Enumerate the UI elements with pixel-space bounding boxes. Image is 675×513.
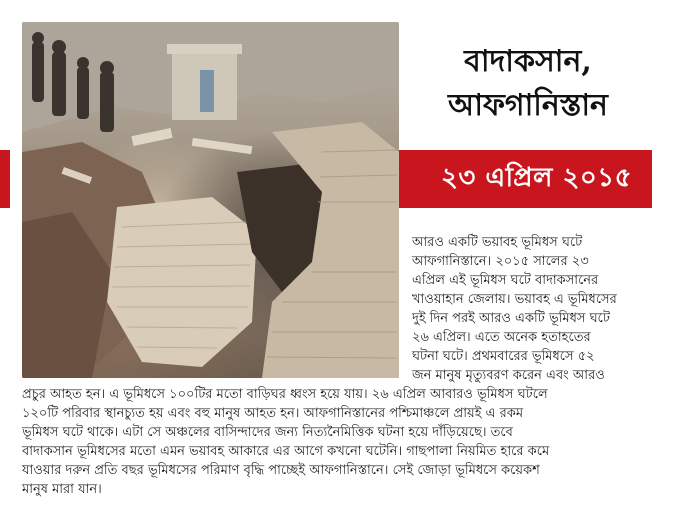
paragraph-line: দুই দিন পরই আরও একটি ভূমিধস ঘটে xyxy=(412,311,610,326)
left-accent-bar xyxy=(0,150,10,208)
headline xyxy=(412,40,644,128)
paragraph-line: প্রচুর আহত হন। এ ভূমিধসে ১০০টির মতো বাড়িঘর ধ্বংস হয়ে যায়। ২৬ এপ্রিল আবারও ভূমিধস ঘটলে xyxy=(22,387,548,402)
paragraph-line: এপ্রিল এই ভূমিধস ঘটে বাদাকসানের xyxy=(412,273,599,288)
article-side-column xyxy=(412,233,652,385)
paragraph-line: ২৬ এপ্রিল। এতে অনেক হতাহতের xyxy=(412,330,591,345)
headline-line-1: বাদাকসান, xyxy=(464,44,592,79)
paragraph-line: ভূমিধস ঘটে থাকে। এটা সে অঞ্চলের বাসিন্দাদের জন্য নিত্যনৈমিত্তিক ঘটনা হয়ে দাঁড়িয়েছে। তবে xyxy=(22,425,513,440)
paragraph-line: জন মানুষ মৃত্যুবরণ করেন এবং আরও xyxy=(412,368,605,383)
paragraph-line: আরও একটি ভয়াবহ ভূমিধস ঘটে xyxy=(412,235,583,250)
article-wide-column xyxy=(22,385,652,499)
paragraph-line: আফগানিস্তানে। ২০১৫ সালের ২৩ xyxy=(412,254,589,269)
date-banner xyxy=(399,150,652,208)
paragraph-line: ঘটনা ঘটে। প্রথমবারের ভূমিধসে ৫২ xyxy=(412,349,595,364)
paragraph-line: ১২০টি পরিবার স্থানচ্যুত হয় এবং বহু মানুষ আহত হন। আফগানিস্তানের পশ্চিমাঞ্চলে প্রায়ই এ রকম xyxy=(22,406,524,421)
date-text: ২৩ এপ্রিল ২০১৫ xyxy=(441,163,632,193)
paragraph-line: বাদাকসান ভূমিধসের মতো এমন ভয়াবহ আকারে এর আগে কখনো ঘটেনি। গাছপালা নিয়মিত হারে কমে xyxy=(22,444,550,459)
paragraph-line: যাওয়ার দরুন প্রতি বছর ভূমিধসের পরিমাণ বৃদ্ধি পাচ্ছেই আফগানিস্তানে। সেই জোড়া ভূমিধসে কয়েকশ xyxy=(22,463,540,478)
rubble-illustration xyxy=(22,22,399,378)
landslide-photo xyxy=(22,22,399,378)
headline-line-2: আফগানিস্তান xyxy=(448,88,608,123)
paragraph-line: মানুষ মারা যান। xyxy=(22,482,102,497)
paragraph-line: খাওয়াহান জেলায়। ভয়াবহ এ ভূমিধসের xyxy=(412,292,617,307)
